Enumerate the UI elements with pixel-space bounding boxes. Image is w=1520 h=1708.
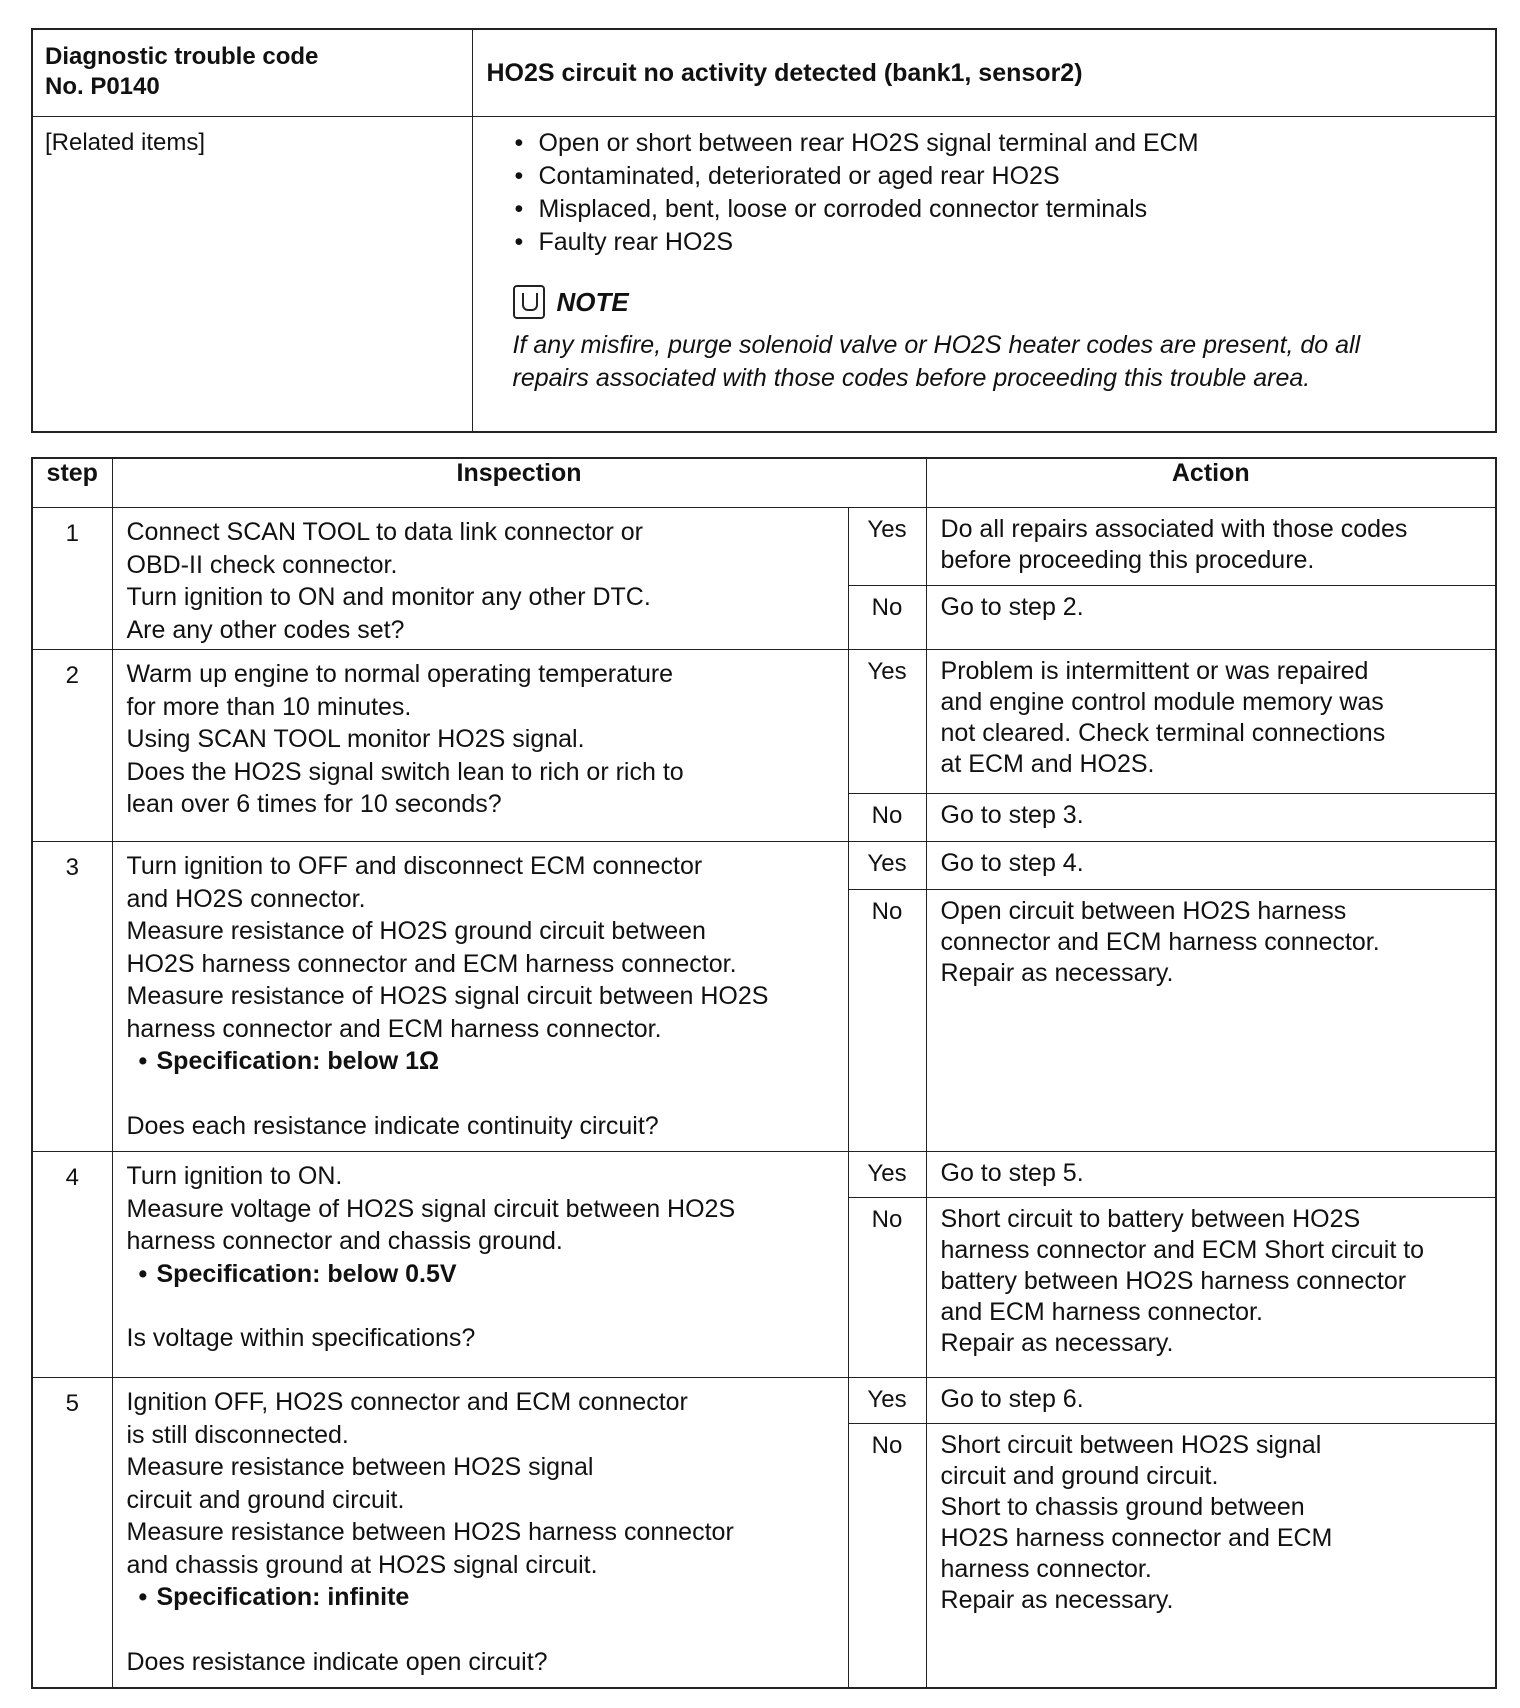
action-line: harness connector and ECM Short circuit to [940, 1236, 1425, 1264]
action-line: Short circuit between HO2S signal [940, 1431, 1322, 1459]
action-line: Go to step 3. [940, 801, 1084, 829]
action-line: Repair as necessary. [940, 959, 1174, 987]
action-no [926, 586, 1496, 650]
inspection-line: Are any other codes set? [126, 615, 405, 644]
action-yes [926, 650, 1496, 794]
action-no [926, 1198, 1496, 1378]
note-text [513, 329, 1482, 395]
document-page [31, 28, 1497, 1689]
action-line: Short circuit to battery between HO2S [940, 1205, 1361, 1233]
inspection-line: Measure resistance between HO2S signal [126, 1453, 594, 1481]
yes-label: Yes [848, 1378, 926, 1424]
table-row [32, 508, 1496, 586]
step-inspection [112, 1378, 848, 1688]
inspection-line: Ignition OFF, HO2S connector and ECM connector [126, 1388, 688, 1416]
table-row [32, 1378, 1496, 1424]
action-line: Open circuit between HO2S harness [940, 897, 1347, 925]
inspection-line: Turn ignition to ON and monitor any other DTC. [126, 583, 651, 611]
action-line: and ECM harness connector. [940, 1298, 1263, 1326]
no-label: No [848, 1424, 926, 1688]
dtc-code-number: No. P0140 [45, 73, 160, 100]
inspection-line: Measure voltage of HO2S signal circuit between HO2S [126, 1194, 736, 1223]
inspection-line: Turn ignition to OFF and disconnect ECM connector [126, 852, 703, 880]
action-line: battery between HO2S harness connector [940, 1267, 1407, 1295]
table-row [32, 650, 1496, 794]
note-label: NOTE [556, 286, 629, 317]
inspection-line: harness connector and ECM harness connector. [126, 1014, 662, 1043]
specification: • Specification: infinite [127, 1581, 838, 1614]
spacer [127, 1614, 838, 1646]
table-row [32, 842, 1496, 890]
table-header-row [32, 458, 1496, 508]
action-yes [926, 508, 1496, 586]
inspection-line: for more than 10 minutes. [126, 692, 412, 721]
inspection-line: OBD-II check connector. [126, 550, 398, 579]
action-line: circuit and ground circuit. [940, 1462, 1219, 1490]
inspection-line: lean over 6 times for 10 seconds? [126, 790, 502, 818]
step-inspection [112, 508, 848, 650]
no-label: No [848, 586, 926, 650]
inspection-line: Measure resistance of HO2S signal circuit between HO2S [126, 982, 769, 1010]
spacer [127, 1290, 838, 1322]
action-line: connector and ECM harness connector. [940, 928, 1380, 956]
step-number: 3 [32, 842, 112, 1152]
dtc-code-label: Diagnostic trouble code [45, 43, 319, 70]
related-items-cell [472, 117, 1496, 433]
action-line: at ECM and HO2S. [940, 750, 1155, 778]
action-line: Go to step 5. [940, 1159, 1084, 1187]
inspection-line: circuit and ground circuit. [126, 1485, 405, 1514]
action-no [926, 890, 1496, 1152]
dtc-code-cell [32, 29, 472, 117]
action-no [926, 1424, 1496, 1688]
col-header-inspection: Inspection [112, 458, 926, 508]
related-item: • Faulty rear HO2S [513, 226, 1482, 259]
inspection-line: harness connector and chassis ground. [126, 1227, 563, 1255]
step-inspection [112, 842, 848, 1152]
inspection-question: Does each resistance indicate continuity circuit? [126, 1111, 659, 1140]
related-items-list [513, 127, 1482, 259]
related-item: • Misplaced, bent, loose or corroded connector terminals [513, 193, 1482, 226]
action-line: Short to chassis ground between [940, 1493, 1305, 1521]
note-heading [513, 285, 1482, 319]
inspection-question: Is voltage within specifications? [126, 1324, 476, 1352]
col-header-action: Action [926, 458, 1496, 508]
inspection-line: Does the HO2S signal switch lean to rich or rich to [126, 757, 684, 786]
step-number: 4 [32, 1152, 112, 1378]
inspection-line: HO2S harness connector and ECM harness connector. [126, 949, 737, 978]
step-number: 1 [32, 508, 112, 650]
action-line: Go to step 4. [940, 849, 1084, 877]
action-line: Problem is intermittent or was repaired [940, 657, 1369, 685]
step-number: 2 [32, 650, 112, 842]
inspection-line: Using SCAN TOOL monitor HO2S signal. [126, 725, 585, 753]
step-inspection [112, 650, 848, 842]
action-line: HO2S harness connector and ECM [940, 1524, 1333, 1552]
spacer [127, 1078, 838, 1110]
note-line: repairs associated with those codes before proceeding this trouble area. [512, 364, 1311, 392]
action-yes [926, 1378, 1496, 1424]
related-items-label: [Related items] [32, 117, 472, 433]
action-yes [926, 842, 1496, 890]
note-line: If any misfire, purge solenoid valve or HO2S heater codes are present, do all [512, 331, 1361, 359]
action-line: and engine control module memory was [940, 688, 1384, 716]
related-item: • Open or short between rear HO2S signal terminal and ECM [513, 127, 1482, 160]
dtc-title: HO2S circuit no activity detected (bank1, sensor2) [472, 29, 1496, 117]
step-number: 5 [32, 1378, 112, 1688]
inspection-line: and HO2S connector. [126, 884, 366, 913]
action-line: harness connector. [940, 1555, 1152, 1583]
note-book-icon [513, 285, 545, 319]
inspection-line: Connect SCAN TOOL to data link connector or [126, 518, 643, 546]
inspection-line: Warm up engine to normal operating temperature [126, 660, 674, 688]
action-yes [926, 1152, 1496, 1198]
action-line: Go to step 6. [940, 1385, 1084, 1413]
specification: • Specification: below 1Ω [127, 1045, 838, 1078]
table-row [32, 1152, 1496, 1198]
yes-label: Yes [848, 650, 926, 794]
col-header-step: step [32, 458, 112, 508]
related-item: • Contaminated, deteriorated or aged rear HO2S [513, 160, 1482, 193]
action-line: not cleared. Check terminal connections [940, 719, 1386, 747]
step-inspection [112, 1152, 848, 1378]
action-line: Repair as necessary. [940, 1329, 1174, 1357]
yes-label: Yes [848, 508, 926, 586]
inspection-line: Measure resistance between HO2S harness connector [126, 1518, 734, 1546]
action-line: Repair as necessary. [940, 1586, 1174, 1614]
action-no [926, 794, 1496, 842]
inspection-line: and chassis ground at HO2S signal circuit. [126, 1550, 598, 1579]
inspection-line: Measure resistance of HO2S ground circuit between [126, 917, 706, 945]
dtc-header-table [31, 28, 1497, 433]
yes-label: Yes [848, 842, 926, 890]
no-label: No [848, 1198, 926, 1378]
action-line: Go to step 2. [940, 593, 1084, 621]
no-label: No [848, 890, 926, 1152]
specification: • Specification: below 0.5V [127, 1258, 838, 1291]
no-label: No [848, 794, 926, 842]
inspection-question: Does resistance indicate open circuit? [126, 1647, 548, 1676]
inspection-line: is still disconnected. [126, 1420, 349, 1449]
inspection-line: Turn ignition to ON. [126, 1162, 343, 1190]
action-line: Do all repairs associated with those codes [940, 515, 1408, 543]
yes-label: Yes [848, 1152, 926, 1198]
inspection-steps-table [31, 457, 1497, 1689]
action-line: before proceeding this procedure. [940, 546, 1315, 574]
